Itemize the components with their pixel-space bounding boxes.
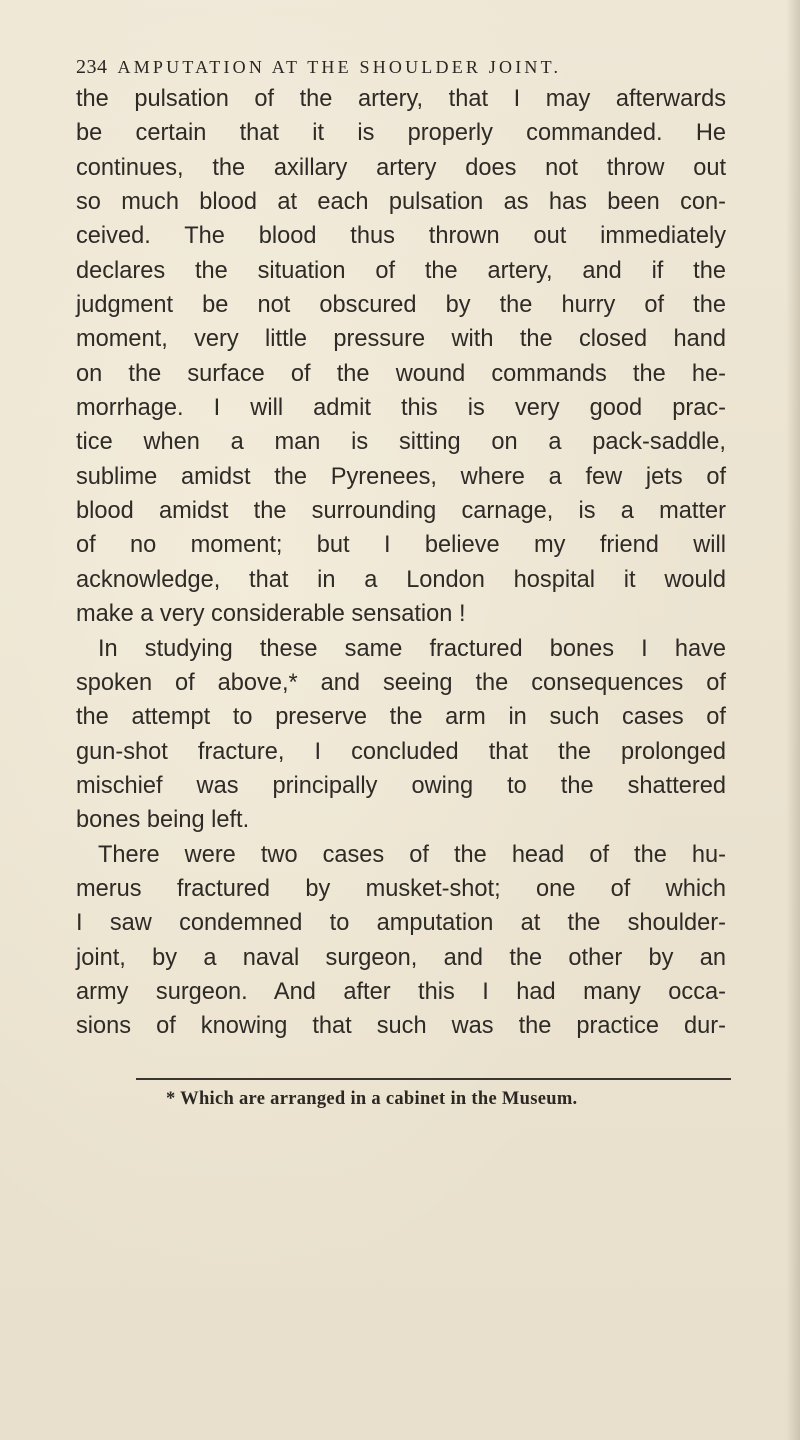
text-line: joint, by a naval surgeon, and the other by an bbox=[76, 944, 726, 971]
running-head-title: AMPUTATION AT THE SHOULDER JOINT. bbox=[117, 57, 562, 77]
text-line: ceived. The blood thus thrown out immediately bbox=[76, 223, 726, 250]
text-line: morrhage. I will admit this is very good prac- bbox=[76, 395, 726, 422]
text-line: sublime amidst the Pyrenees, where a few jets of bbox=[76, 463, 726, 490]
text-line: acknowledge, that in a London hospital it would bbox=[76, 566, 726, 593]
text-line: declares the situation of the artery, and if the bbox=[76, 257, 726, 284]
text-line: the attempt to preserve the arm in such cases of bbox=[76, 704, 726, 731]
text-line: moment, very little pressure with the closed hand bbox=[76, 326, 726, 353]
footnote: * Which are arranged in a cabinet in the Museum. bbox=[166, 1089, 578, 1109]
page-edge-shadow bbox=[786, 0, 800, 1440]
text-line: so much blood at each pulsation as has been con- bbox=[76, 189, 726, 216]
text-line: bones being left. bbox=[76, 807, 250, 834]
text-line: be certain that it is properly commanded. He bbox=[76, 120, 726, 147]
text-line: continues, the axillary artery does not throw out bbox=[76, 154, 726, 181]
text-line: make a very considerable sensation ! bbox=[76, 601, 466, 628]
text-line: judgment be not obscured by the hurry of the bbox=[76, 292, 726, 319]
text-line: blood amidst the surrounding carnage, is a matter bbox=[76, 498, 726, 525]
text-line: merus fractured by musket-shot; one of which bbox=[76, 875, 726, 902]
text-line: army surgeon. And after this I had many occa- bbox=[76, 978, 726, 1005]
body-text bbox=[76, 82, 726, 1044]
text-line: mischief was principally owing to the shattered bbox=[76, 772, 726, 799]
text-line: of no moment; but I believe my friend will bbox=[76, 532, 726, 559]
text-line: tice when a man is sitting on a pack-saddle, bbox=[76, 429, 726, 456]
text-line: spoken of above,* and seeing the consequences of bbox=[76, 669, 726, 696]
text-line: on the surface of the wound commands the he- bbox=[76, 360, 726, 387]
text-line: gun-shot fracture, I concluded that the prolonged bbox=[76, 738, 726, 765]
footnote-rule bbox=[136, 1078, 731, 1080]
page-number: 234 bbox=[76, 56, 108, 78]
text-line: In studying these same fractured bones I have bbox=[98, 635, 726, 662]
text-line: I saw condemned to amputation at the shoulder- bbox=[76, 910, 726, 937]
text-line: There were two cases of the head of the hu- bbox=[98, 841, 726, 868]
text-line: sions of knowing that such was the practice dur- bbox=[76, 1013, 726, 1040]
text-line: the pulsation of the artery, that I may afterwards bbox=[76, 86, 726, 112]
